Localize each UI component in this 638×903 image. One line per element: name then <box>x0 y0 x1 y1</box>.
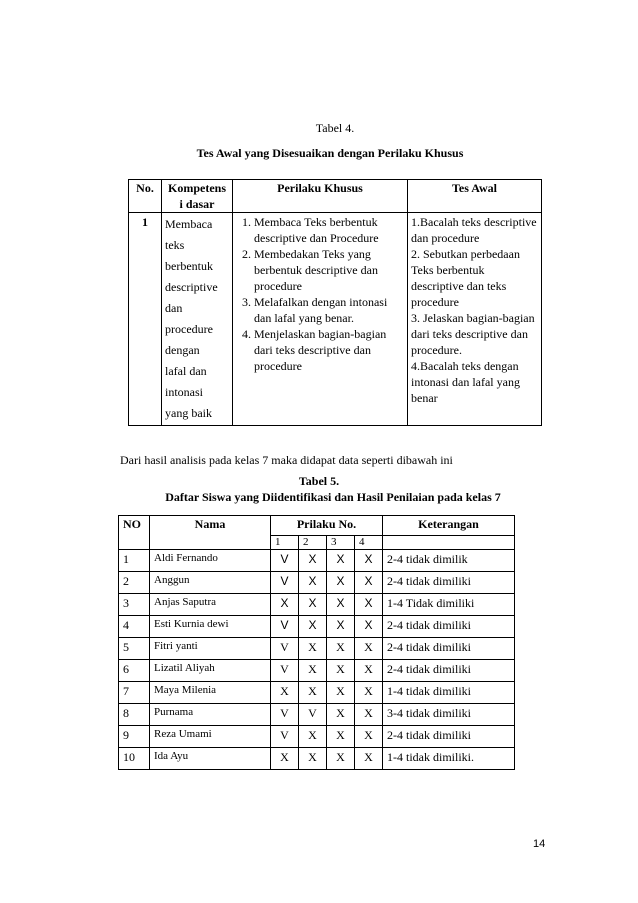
row-mark: X <box>299 572 327 594</box>
row-mark: X <box>327 704 355 726</box>
kompetensi-line: dan <box>165 301 183 315</box>
kompetensi-line: berbentuk <box>165 259 213 273</box>
row-mark: X <box>355 726 383 748</box>
row-nama: Lizatil Aliyah <box>150 660 271 682</box>
row-no: 10 <box>119 748 150 770</box>
row-mark: X <box>355 616 383 638</box>
table4-perilaku-cell <box>233 213 408 426</box>
table4-caption: Tabel 4. <box>315 121 355 135</box>
kompetensi-line: dengan <box>165 343 200 357</box>
table-row <box>119 682 515 704</box>
row-mark: X <box>299 726 327 748</box>
perilaku-list <box>236 214 404 374</box>
table5-header-prilaku: Prilaku No. <box>271 516 383 536</box>
row-no: 7 <box>119 682 150 704</box>
table4-kompetensi-cell <box>162 213 233 426</box>
row-nama: Fitri yanti <box>150 638 271 660</box>
row-no: 8 <box>119 704 150 726</box>
table5-subheader: 4 <box>355 536 383 550</box>
row-keterangan: 1-4 Tidak dimiliki <box>383 594 515 616</box>
row-mark: X <box>355 594 383 616</box>
row-nama: Aldi Fernando <box>150 550 271 572</box>
row-mark: V <box>271 616 299 638</box>
table4-header-kompetensi-line2: i dasar <box>179 197 215 211</box>
row-mark: X <box>327 616 355 638</box>
row-keterangan: 2-4 tidak dimiliki <box>383 726 515 748</box>
table-row <box>119 550 515 572</box>
table5-subheader: 3 <box>327 536 355 550</box>
row-keterangan: 3-4 tidak dimiliki <box>383 704 515 726</box>
table-row <box>119 660 515 682</box>
intro-paragraph: Dari hasil analisis pada kelas 7 maka didapat data seperti dibawah ini <box>120 453 453 467</box>
row-mark: X <box>355 704 383 726</box>
kompetensi-line: teks <box>165 238 185 252</box>
row-no: 5 <box>119 638 150 660</box>
row-mark: X <box>299 660 327 682</box>
row-mark: X <box>355 682 383 704</box>
row-mark: X <box>355 748 383 770</box>
row-mark: X <box>355 660 383 682</box>
table4-header-kompetensi <box>162 180 233 213</box>
table4-header-no: No. <box>129 180 162 213</box>
table5-subheader: 1 <box>271 536 299 550</box>
row-mark: X <box>327 550 355 572</box>
kompetensi-line: yang baik <box>165 406 212 420</box>
kompetensi-line: intonasi <box>165 385 203 399</box>
row-mark: X <box>327 594 355 616</box>
perilaku-item: 4. Menjelaskan bagian-bagian dari teks descriptive dan procedure <box>254 326 404 374</box>
kompetensi-line: descriptive <box>165 280 218 294</box>
table4-header-perilaku: Perilaku Khusus <box>233 180 408 213</box>
row-mark: X <box>299 550 327 572</box>
row-mark: X <box>299 616 327 638</box>
table-row <box>119 594 515 616</box>
row-mark: X <box>327 660 355 682</box>
table4-tes-awal-cell <box>408 213 542 426</box>
table-row <box>119 616 515 638</box>
row-mark: X <box>271 594 299 616</box>
tes-awal-item: 2. Sebutkan perbedaan Teks berbentuk descriptive dan teks procedure <box>411 247 520 309</box>
row-nama: Anjas Saputra <box>150 594 271 616</box>
table5-title: Daftar Siswa yang Diidentifikasi dan Hasil Penilaian pada kelas 7 <box>165 490 501 504</box>
row-mark: X <box>271 748 299 770</box>
tes-awal-item: 3. Jelaskan bagian-bagian dari teks descriptive dan procedure. <box>411 311 535 357</box>
table5-header-nama: Nama <box>150 516 271 550</box>
row-no: 6 <box>119 660 150 682</box>
row-mark: X <box>327 748 355 770</box>
table-row <box>119 704 515 726</box>
row-mark: X <box>299 748 327 770</box>
row-no: 1 <box>119 550 150 572</box>
row-nama: Purnama <box>150 704 271 726</box>
kompetensi-line: lafal dan <box>165 364 207 378</box>
row-mark: V <box>271 726 299 748</box>
row-keterangan: 2-4 tidak dimiliki <box>383 572 515 594</box>
row-keterangan: 2-4 tidak dimilik <box>383 550 515 572</box>
row-mark: X <box>299 638 327 660</box>
table5-header-no: NO <box>119 516 150 550</box>
table5-caption: Tabel 5. <box>298 474 340 488</box>
table-row <box>119 726 515 748</box>
row-keterangan: 2-4 tidak dimiliki <box>383 616 515 638</box>
table4 <box>128 179 542 426</box>
row-mark: X <box>355 638 383 660</box>
tes-awal-item: 1.Bacalah teks descriptive dan procedure <box>411 215 537 245</box>
row-mark: V <box>271 704 299 726</box>
row-mark: V <box>271 572 299 594</box>
row-keterangan: 2-4 tidak dimiliki <box>383 660 515 682</box>
table5-subheader-empty <box>383 536 515 550</box>
table5 <box>118 515 515 770</box>
row-nama: Reza Umami <box>150 726 271 748</box>
kompetensi-line: Membaca <box>165 217 213 231</box>
table-row <box>119 748 515 770</box>
row-mark: X <box>327 726 355 748</box>
table5-subheader: 2 <box>299 536 327 550</box>
row-mark: X <box>355 550 383 572</box>
row-keterangan: 2-4 tidak dimiliki <box>383 638 515 660</box>
table4-title: Tes Awal yang Disesuaikan dengan Perilaku Khusus <box>196 146 464 160</box>
row-mark: X <box>327 682 355 704</box>
table-row <box>119 572 515 594</box>
row-mark: X <box>299 594 327 616</box>
row-nama: Esti Kurnia dewi <box>150 616 271 638</box>
kompetensi-line: procedure <box>165 322 213 336</box>
table4-header-row <box>129 180 542 213</box>
row-no: 9 <box>119 726 150 748</box>
row-mark: X <box>355 572 383 594</box>
perilaku-item: 2. Membedakan Teks yang berbentuk descriptive dan procedure <box>254 246 404 294</box>
table4-header-tes-awal: Tes Awal <box>408 180 542 213</box>
row-no: 2 <box>119 572 150 594</box>
table5-header-row <box>119 516 515 536</box>
row-mark: X <box>327 572 355 594</box>
row-nama: Maya Milenia <box>150 682 271 704</box>
row-keterangan: 1-4 tidak dimiliki <box>383 682 515 704</box>
table4-row-no: 1 <box>129 213 162 426</box>
row-nama: Anggun <box>150 572 271 594</box>
row-mark: V <box>271 550 299 572</box>
table4-header-kompetensi-line1: Kompetens <box>168 181 226 195</box>
tes-awal-item: 4.Bacalah teks dengan intonasi dan lafal yang benar <box>411 359 520 405</box>
page-number: 14 <box>533 838 546 850</box>
row-keterangan: 1-4 tidak dimiliki. <box>383 748 515 770</box>
row-mark: X <box>271 682 299 704</box>
perilaku-item: 3. Melafalkan dengan intonasi dan lafal yang benar. <box>254 294 404 326</box>
row-mark: V <box>271 660 299 682</box>
row-mark: V <box>271 638 299 660</box>
table-row <box>119 638 515 660</box>
perilaku-item: 1. Membaca Teks berbentuk descriptive dan Procedure <box>254 214 404 246</box>
row-mark: V <box>299 704 327 726</box>
row-no: 4 <box>119 616 150 638</box>
table4-row <box>129 213 542 426</box>
table5-header-keterangan: Keterangan <box>383 516 515 536</box>
row-nama: Ida Ayu <box>150 748 271 770</box>
row-no: 3 <box>119 594 150 616</box>
row-mark: X <box>299 682 327 704</box>
row-mark: X <box>327 638 355 660</box>
